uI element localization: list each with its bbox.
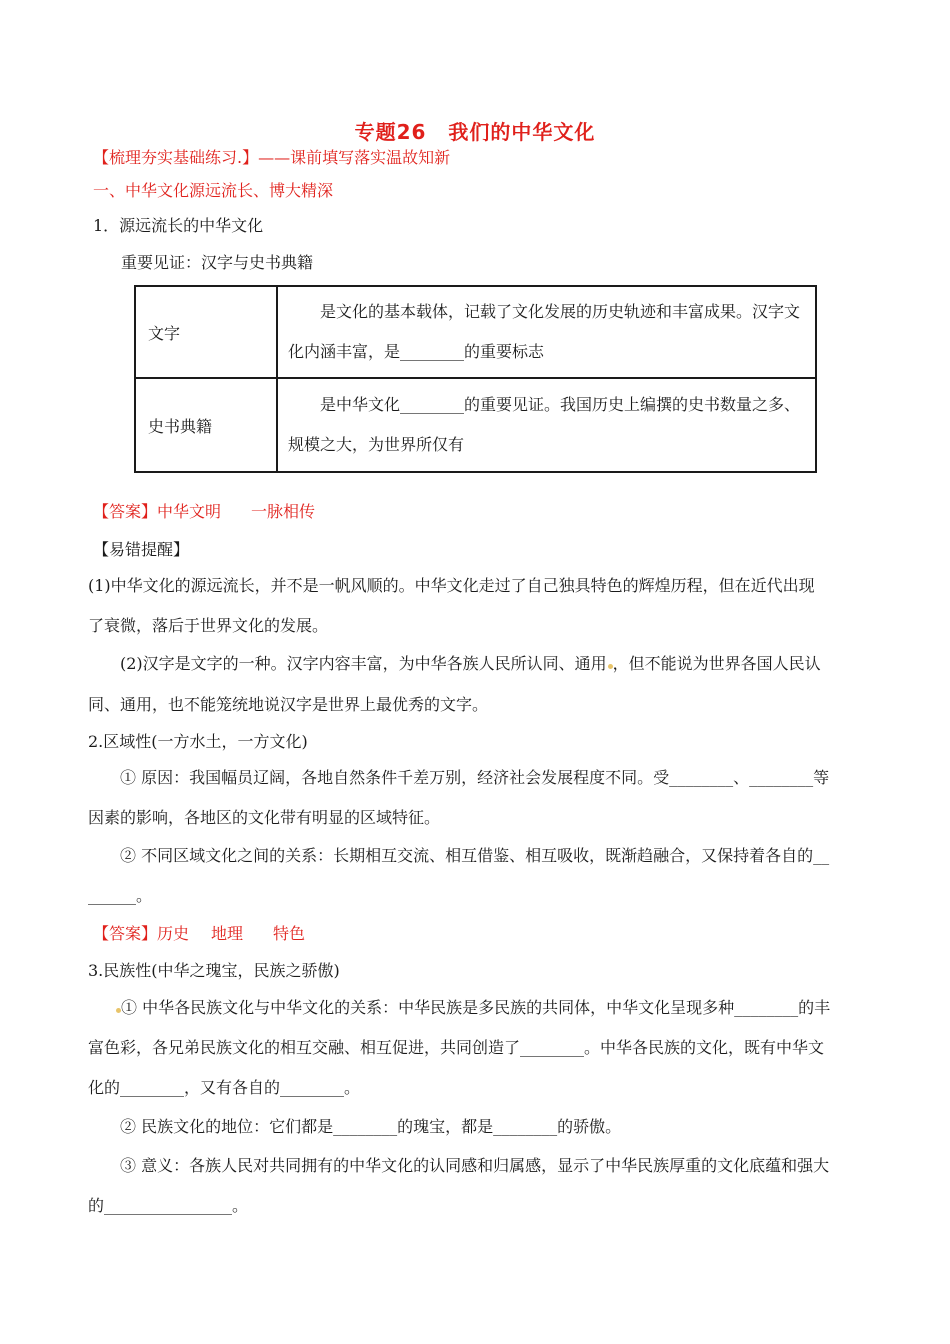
answer-label: 【答案】: [93, 502, 158, 521]
header-rest: ——课前填写落实温故知新: [258, 148, 451, 167]
table-row: [135, 378, 816, 472]
answer-a: 历史: [157, 924, 190, 943]
table-key: 文字: [135, 286, 277, 378]
answer-b: 地理: [211, 924, 244, 943]
table-value: 是文化的基本载体，记载了文化发展的历史轨迹和丰富成果。汉字文化内涵丰富，是________的重要标志: [277, 286, 816, 378]
header-label: 【梳理夯实基础练习.】: [93, 148, 259, 167]
title-text: 我们的中华文化: [448, 120, 596, 144]
answer-b: 一脉相传: [251, 502, 316, 521]
table-row: [135, 286, 816, 378]
table-key: 史书典籍: [135, 378, 277, 472]
item2-p2-line1: ② 不同区域文化之间的关系：长期相互交流、相互借鉴、相互吸收，既渐趋融合，又保持着各自的__: [120, 846, 830, 865]
answer-label: 【答案】: [93, 924, 158, 943]
tips-p1-line1: (1)中华文化的源远流长，并不是一帆风顺的。中华文化走过了自己独具特色的辉煌历程，但在近代出现: [88, 576, 815, 595]
table-value: 是中华文化________的重要见证。我国历史上编撰的史书数量之多、规模之大，为世界所仅有: [277, 378, 816, 472]
item1-evidence: 重要见证：汉字与史书典籍: [121, 253, 314, 272]
knowledge-table: [134, 285, 817, 473]
item3-p1-line2: 富色彩，各兄弟民族文化的相互交融、相互促进，共同创造了________。中华各民族的文化，既有中华文: [88, 1038, 825, 1057]
section-header: [93, 148, 450, 168]
item2-p2-line2: ______。: [88, 886, 153, 905]
item3-p1-line1: ① 中华各民族文化与中华文化的关系：中华民族是多民族的共同体，中华文化呈现多种________的丰: [116, 998, 830, 1018]
item1-heading: 1．源远流长的中华文化: [93, 216, 264, 235]
item2-p1-line1: ① 原因：我国幅员辽阔，各地自然条件千差万别，经济社会发展程度不同。受________、________等: [120, 768, 830, 787]
item3-p3-line2: 的________________。: [88, 1196, 249, 1215]
item2-p1-line2: 因素的影响，各地区的文化带有明显的区域特征。: [88, 808, 441, 827]
answer-a: 中华文明: [157, 502, 222, 521]
answer-2: [93, 924, 305, 944]
item3-heading: 3.民族性(中华之瑰宝，民族之骄傲): [88, 961, 340, 980]
page-title: [0, 116, 950, 145]
answer-c: 特色: [273, 924, 306, 943]
tips-p2-line1: (2)汉字是文字的一种。汉字内容丰富，为中华各族人民所认同、通用 ，但不能说为世界各国人民认: [120, 654, 821, 673]
title-number: 专题26: [354, 120, 427, 144]
item3-p3-line1: ③ 意义：各族人民对共同拥有的中华文化的认同感和归属感，显示了中华民族厚重的文化底蕴和强大: [120, 1156, 830, 1175]
item3-p2: ② 民族文化的地位：它们都是________的瑰宝，都是________的骄傲。: [120, 1117, 622, 1136]
item2-heading: 2.区域性(一方水土，一方文化): [88, 732, 308, 751]
tips-p1-line2: 了衰微，落后于世界文化的发展。: [88, 616, 329, 635]
section1-heading: 一、中华文化源远流长、博大精深: [93, 181, 334, 200]
answer-1: [93, 502, 315, 522]
tips-p2-line2: 同、通用，也不能笼统地说汉字是世界上最优秀的文字。: [88, 695, 489, 714]
item3-p1-line3: 化的________，又有各自的________。: [88, 1078, 361, 1097]
tips-heading: 【易错提醒】: [93, 540, 190, 559]
